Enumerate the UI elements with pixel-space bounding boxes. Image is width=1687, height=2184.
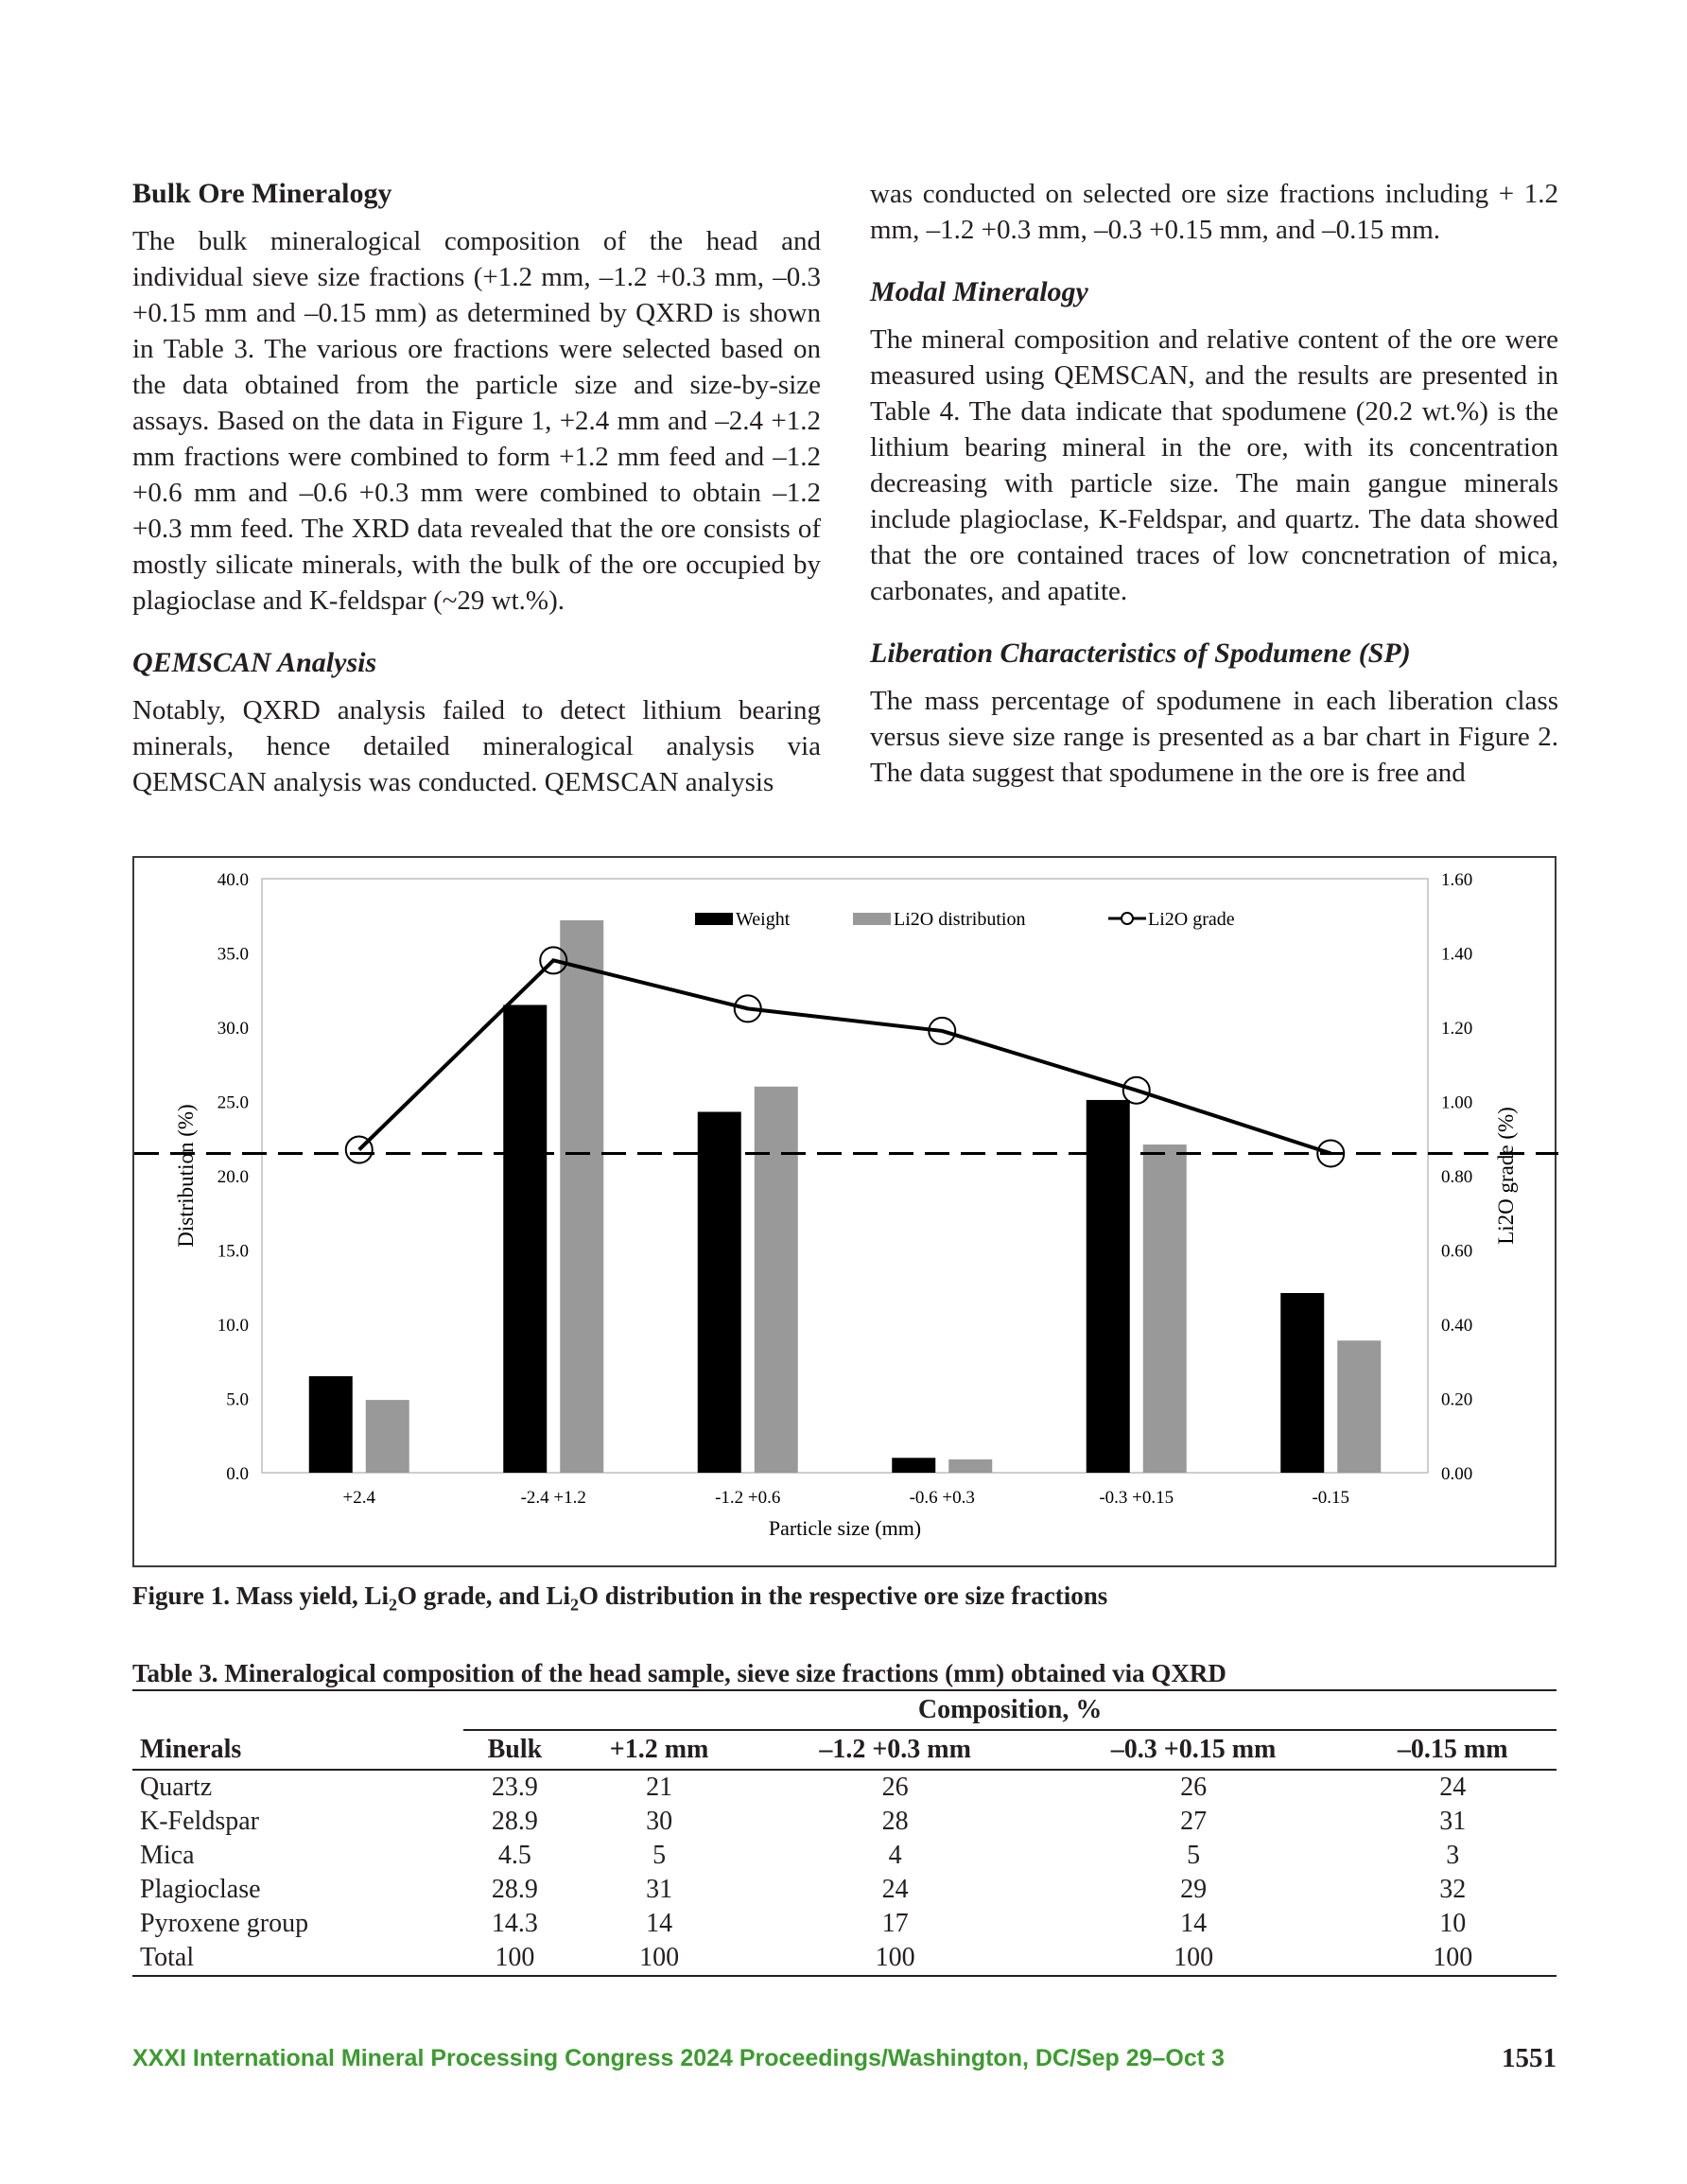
legend-label-weight: Weight xyxy=(736,909,791,930)
section-heading-bulk-ore: Bulk Ore Mineralogy xyxy=(132,178,392,209)
y-tick-label: 25.0 xyxy=(217,1092,249,1113)
paragraph-modal: The mineral composition and relative content of the ore were measured using QEMSCAN, and the results are presented in Table 4. The data indicate that spodumene (20.2 wt.%) is the lithium bearing mineral in the ore, with its concentration decreasing with particle size. The main gangue minerals include plagioclase, K-Feldspar, and quartz. The data showed that the ore contained traces of low concnetration of mica, carbonates, and apatite. xyxy=(870,324,1558,606)
table-row: Mica 4.5 5 4 5 3 xyxy=(140,1841,1460,1870)
bar-li2o-distribution xyxy=(1143,1144,1187,1473)
column-header: –0.15 mm xyxy=(1348,1730,1557,1770)
bar-li2o-distribution xyxy=(755,1087,798,1473)
paragraph-bulk-ore: The bulk mineralogical composition of the head and individual sieve size fractions (+1.2 mm, –1.2 +0.3 mm, –0.3 +0.15 mm and –0.15 mm) as determined by QXRD is shown in Table 3. The various ore fractions were selected based on the data obtained from the particle size and size-by-size assays. Based on the data in Figure 1, +2.4 mm and –2.4 +1.2 mm fractions were combined to form +1.2 mm feed and –1.2 +0.6 mm and –0.6 +0.3 mm were combined to obtain –1.2 +0.3 mm feed. The XRD data revealed that the ore consists of mostly silicate minerals, with the bulk of the ore occupied by plagioclase and K-feldspar (~29 wt.%). xyxy=(132,226,821,616)
y2-tick-label: 0.20 xyxy=(1441,1389,1473,1410)
table-row: Quartz 23.9 21 26 26 24 xyxy=(140,1773,1467,1802)
bar-weight xyxy=(309,1376,353,1473)
section-heading-modal: Modal Mineralogy xyxy=(870,276,1088,307)
grade-marker xyxy=(346,1137,373,1163)
x-axis-label: Particle size (mm) xyxy=(768,1516,922,1540)
y2-tick-label: 0.60 xyxy=(1441,1241,1473,1262)
paragraph-qemscan: Notably, QXRD analysis failed to detect lithium bearing minerals, hence detailed mineralogical analysis via QEMSCAN analysis was conducted. QEMSCAN analysis xyxy=(132,695,821,797)
bar-weight xyxy=(1280,1293,1324,1473)
y-tick-label: 0.0 xyxy=(226,1464,249,1484)
y-tick-label: 20.0 xyxy=(217,1167,249,1187)
legend-label-li2o-distribution: Li2O distribution xyxy=(894,909,1026,930)
group-header: Composition, % xyxy=(463,1690,1557,1730)
column-header: +1.2 mm xyxy=(566,1730,753,1770)
bar-li2o-distribution xyxy=(948,1459,992,1473)
page-number: 1551 xyxy=(1502,2043,1557,2073)
paragraph-continued: was conducted on selected ore size fractions including + 1.2 mm, –1.2 +0.3 mm, –0.3 +0.15 mm, and –0.15 mm. xyxy=(870,179,1558,245)
x-tick-label: -0.6 +0.3 xyxy=(909,1488,975,1508)
bar-li2o-distribution xyxy=(366,1400,409,1473)
bar-weight xyxy=(698,1111,741,1473)
x-tick-label: +2.4 xyxy=(342,1488,375,1508)
table-title: Table 3. Mineralogical composition of the head sample, sieve size fractions (mm) obtained via QXRD xyxy=(132,1659,1226,1687)
x-tick-label: -0.15 xyxy=(1312,1488,1350,1508)
page-footer xyxy=(132,2045,1557,2077)
y2-axis-label: Li2O grade (%) xyxy=(1494,1107,1518,1245)
left-column xyxy=(132,176,821,800)
y-tick-label: 10.0 xyxy=(217,1316,249,1336)
legend-swatch-li2o-distribution xyxy=(853,913,891,925)
figure-caption: Figure 1. Mass yield, $Li_2O$ grade, and $Li_2O$ distribution in the respective ore size fractions xyxy=(132,1581,1108,1615)
y-tick-label: 35.0 xyxy=(217,944,249,965)
column-header: Bulk xyxy=(463,1730,565,1770)
table-3 xyxy=(132,1657,1557,1977)
y-axis-label: Distribution (%) xyxy=(174,1104,198,1248)
chart xyxy=(134,858,1558,1569)
bar-weight xyxy=(1087,1100,1130,1473)
table-row: Pyroxene group 14.3 14 17 14 10 xyxy=(140,1909,1467,1938)
bar-li2o-distribution xyxy=(1337,1340,1381,1473)
table-row: Total 100 100 100 100 100 xyxy=(132,1941,1557,1976)
legend-swatch-weight xyxy=(695,913,733,925)
y2-tick-label: 0.80 xyxy=(1441,1167,1473,1187)
section-heading-liberation: Liberation Characteristics of Spodumene (SP) xyxy=(870,638,1411,669)
bar-weight xyxy=(503,1005,547,1473)
y-tick-label: 30.0 xyxy=(217,1019,249,1039)
section-heading-qemscan: QEMSCAN Analysis xyxy=(132,647,377,678)
y2-tick-label: 0.40 xyxy=(1441,1316,1473,1336)
footer-conference: XXXI International Mineral Processing Congress 2024 Proceedings/Washington, DC/Sep 29–Oct 3 xyxy=(132,2045,1225,2071)
composition-table xyxy=(132,1689,1557,1977)
y2-tick-label: 0.00 xyxy=(1441,1464,1473,1484)
paragraph-liberation: The mass percentage of spodumene in each liberation class versus sieve size range is presented as a bar chart in Figure 2. The data suggest that spodumene in the ore is free and xyxy=(870,686,1558,788)
legend-marker-li2o-grade xyxy=(1122,913,1133,924)
bar-li2o-distribution xyxy=(560,920,603,1473)
y2-tick-label: 1.20 xyxy=(1441,1019,1473,1039)
figure-1 xyxy=(132,856,1557,1567)
x-tick-label: -0.3 +0.15 xyxy=(1099,1488,1174,1508)
plot-area xyxy=(262,879,1428,1473)
table-row: Plagioclase 28.9 31 24 29 32 xyxy=(140,1875,1467,1904)
y-tick-label: 40.0 xyxy=(217,870,249,890)
legend-label-li2o-grade: Li2O grade xyxy=(1148,909,1235,930)
y-tick-label: 15.0 xyxy=(217,1241,249,1262)
y2-tick-label: 1.40 xyxy=(1441,944,1473,965)
table-row: K-Feldspar 28.9 30 28 27 31 xyxy=(140,1807,1467,1836)
right-column xyxy=(870,176,1558,791)
y2-tick-label: 1.00 xyxy=(1441,1092,1473,1113)
column-header: –0.3 +0.15 mm xyxy=(1038,1730,1349,1770)
y2-tick-label: 1.60 xyxy=(1441,870,1473,890)
bar-weight xyxy=(892,1458,935,1473)
y-tick-label: 5.0 xyxy=(226,1389,249,1410)
column-header: Minerals xyxy=(132,1730,463,1770)
x-tick-label: -2.4 +1.2 xyxy=(520,1488,586,1508)
column-header: –1.2 +0.3 mm xyxy=(753,1730,1038,1770)
x-tick-label: -1.2 +0.6 xyxy=(715,1488,781,1508)
